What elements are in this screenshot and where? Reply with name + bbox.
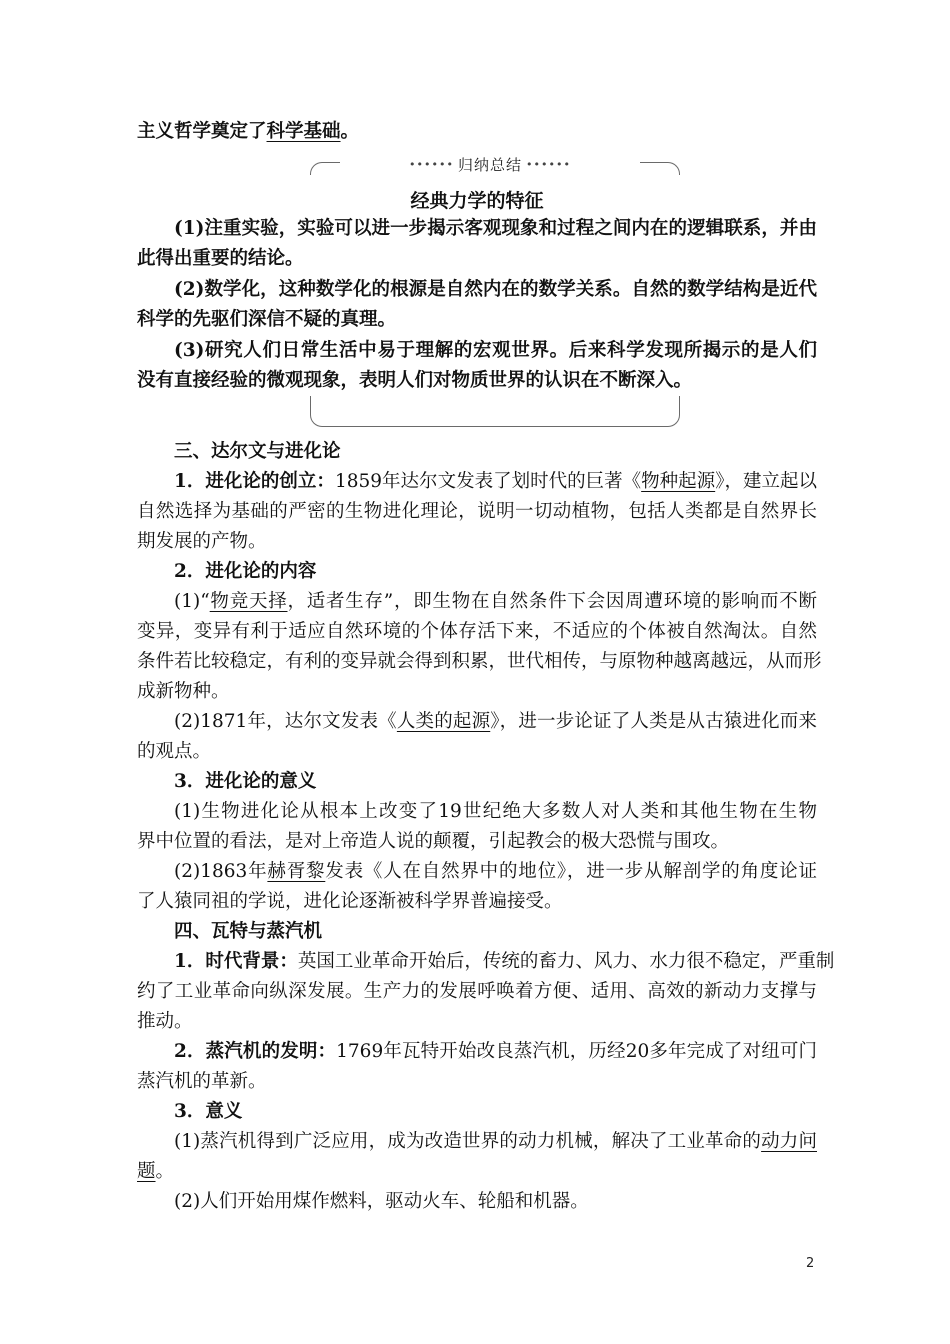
s3-item1-line3: 期发展的产物。 bbox=[137, 531, 267, 552]
s4-item1-line3: 推动。 bbox=[137, 1011, 193, 1032]
s4-p2-line1: (2)人们开始用煤作燃料，驱动火车、轮船和机器。 bbox=[174, 1191, 589, 1212]
s4-item3-label: 3．意义 bbox=[174, 1101, 243, 1122]
s3-p1-line4: 成新物种。 bbox=[137, 681, 230, 702]
s3-p2-text-a: (2)1871年，达尔文发表《 bbox=[174, 711, 397, 732]
s3-p1-line1 bbox=[174, 587, 817, 617]
s3-p1-text-b: ，适者生存”，即生物在自然条件下会因周遭环境的影响而不断 bbox=[287, 591, 817, 612]
s4-p1-line1 bbox=[174, 1127, 817, 1157]
s3-item1-line1 bbox=[174, 467, 817, 497]
s4-item1-line2: 约了工业革命向纵深发展。生产力的发展呼唤着方便、适用、高效的新动力支撑与 bbox=[137, 981, 817, 1002]
s3-p3-line1: (1)生物进化论从根本上改变了19世纪绝大多数人对人类和其他生物在生物 bbox=[174, 801, 817, 822]
s4-p1-underlined-cont: 题 bbox=[137, 1161, 156, 1182]
s3-item3-label: 3．进化论的意义 bbox=[174, 771, 317, 792]
intro-text: 主义哲学奠定了 bbox=[137, 121, 267, 142]
s3-item1-line2: 自然选择为基础的严密的生物进化理论，说明一切动植物，包括人类都是自然界长 bbox=[137, 501, 817, 522]
intro-punct: 。 bbox=[340, 121, 360, 142]
summary-p1-line1: (1)注重实验，实验可以进一步揭示客观现象和过程之间内在的逻辑联系，并由 bbox=[174, 218, 817, 239]
section3-heading: 三、达尔文与进化论 bbox=[174, 441, 341, 462]
intro-line bbox=[137, 117, 817, 147]
summary-p2-line2: 科学的先驱们深信不疑的真理。 bbox=[137, 309, 397, 330]
s4-p1-text: (1)蒸汽机得到广泛应用，成为改造世界的动力机械，解决了工业革命的 bbox=[174, 1131, 762, 1152]
s3-item1-label: 1．进化论的创立： bbox=[174, 471, 335, 492]
summary-label-text: 归纳总结 bbox=[457, 155, 522, 174]
s3-p4-line2: 了人猿同祖的学说，进化论逐渐被科学界普遍接受。 bbox=[137, 891, 563, 912]
s4-item1-label: 1．时代背景： bbox=[174, 951, 298, 972]
s3-p2-underlined: 人类的起源 bbox=[396, 711, 491, 732]
s4-p1-punct: 。 bbox=[155, 1161, 175, 1182]
summary-p2-line1: (2)数学化，这种数学化的根源是自然内在的数学关系。自然的数学结构是近代 bbox=[174, 279, 817, 300]
s4-item1-text: 英国工业革命开始后，传统的畜力、风力、水力很不稳定，严重制 bbox=[297, 951, 835, 972]
s4-item2-text: 1769年瓦特开始改良蒸汽机，历经20多年完成了对纽可门 bbox=[336, 1041, 817, 1062]
s3-p4-text-b: 发表《人在自然界中的地位》，进一步从解剖学的角度论证 bbox=[325, 861, 817, 882]
s3-p2-text-b: 》，进一步论证了人类是从古猿进化而来 bbox=[490, 711, 817, 732]
summary-p3-line1: (3)研究人们日常生活中易于理解的宏观世界。后来科学发现所揭示的是人们 bbox=[174, 340, 817, 361]
summary-box-label bbox=[340, 152, 640, 176]
dots-left-icon: •••••• bbox=[409, 157, 454, 171]
s3-item2-label: 2．进化论的内容 bbox=[174, 561, 317, 582]
summary-p1-line2: 此得出重要的结论。 bbox=[137, 248, 304, 269]
s3-p1-line2: 变异，变异有利于适应自然环境的个体存活下来，不适应的个体被自然淘汰。自然 bbox=[137, 621, 817, 642]
s3-item1-text-b: 》，建立起以 bbox=[715, 471, 817, 492]
s4-item2-line1 bbox=[174, 1037, 817, 1067]
s3-item1-underlined: 物种起源 bbox=[641, 471, 716, 492]
s3-p4-text-a: (2)1863年 bbox=[174, 861, 268, 882]
s4-p1-line2 bbox=[137, 1157, 817, 1187]
s3-p1-text-a: (1)“ bbox=[174, 591, 210, 612]
intro-underlined: 科学基础 bbox=[266, 121, 341, 142]
s3-p4-line1 bbox=[174, 857, 817, 887]
s4-item1-line1 bbox=[174, 947, 835, 977]
s3-item1-text-a: 1859年达尔文发表了划时代的巨著《 bbox=[334, 471, 642, 492]
summary-box-bottom-border bbox=[310, 396, 680, 427]
summary-p3-line2: 没有直接经验的微观现象，表明人们对物质世界的认识在不断深入。 bbox=[137, 370, 693, 391]
s3-p2-line2: 的观点。 bbox=[137, 741, 212, 762]
dots-right-icon: •••••• bbox=[526, 157, 571, 171]
section4-heading: 四、瓦特与蒸汽机 bbox=[174, 921, 323, 942]
s3-p1-underlined: 物竞天择 bbox=[209, 591, 288, 612]
summary-title: 经典力学的特征 bbox=[410, 190, 544, 212]
s4-p1-underlined: 动力问 bbox=[761, 1131, 817, 1152]
s3-p2-line1 bbox=[174, 707, 817, 737]
s4-item2-label: 2．蒸汽机的发明： bbox=[174, 1041, 337, 1062]
s4-item2-line2: 蒸汽机的革新。 bbox=[137, 1071, 267, 1092]
s3-p4-underlined: 赫胥黎 bbox=[267, 861, 326, 882]
s3-p1-line3: 条件若比较稳定，有利的变异就会得到积累，世代相传，与原物种越离越远，从而形 bbox=[137, 651, 822, 672]
s3-p3-line2: 界中位置的看法，是对上帝造人说的颠覆，引起教会的极大恐慌与围攻。 bbox=[137, 831, 730, 852]
page-number: 2 bbox=[806, 1256, 815, 1271]
